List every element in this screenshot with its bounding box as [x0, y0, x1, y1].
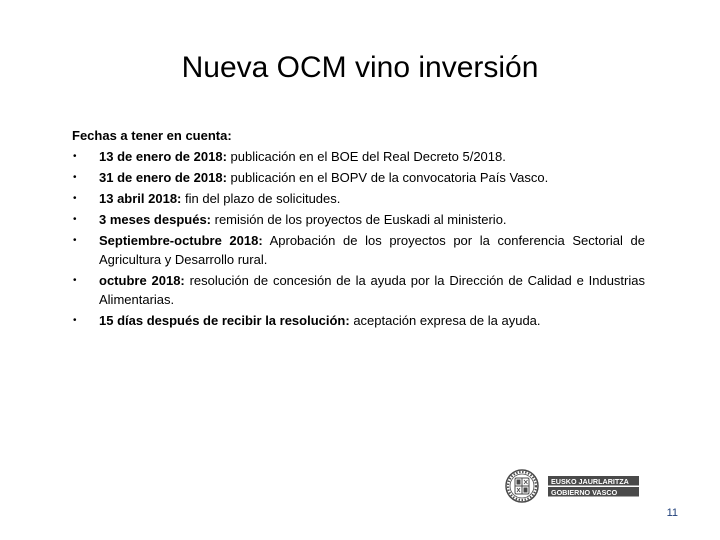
page-number: 11: [666, 507, 678, 519]
item-lead: 13 de enero de 2018:: [99, 149, 227, 164]
item-lead: Septiembre-octubre 2018:: [99, 233, 263, 248]
item-lead: 3 meses después:: [99, 212, 212, 227]
item-text: resolución de concesión de la ayuda por la Dirección de Calidad e Industrias Alimentarias.: [99, 273, 645, 307]
item-lead: 13 abril 2018:: [99, 191, 182, 206]
item-lead: 31 de enero de 2018:: [99, 170, 227, 185]
slide-content: [72, 126, 645, 332]
logo-text-eusko: EUSKO JAURLARITZA: [551, 476, 629, 486]
dates-list: [72, 147, 645, 330]
list-item: [72, 168, 645, 187]
item-lead: 15 días después de recibir la resolución:: [99, 313, 350, 328]
item-text: publicación en el BOE del Real Decreto 5/2018.: [226, 149, 506, 164]
item-text: Aprobación de los proyectos por la conferencia Sectorial de Agricultura y Desarrollo rural.: [99, 233, 645, 267]
intro-text: Fechas a tener en cuenta:: [72, 128, 232, 143]
list-item: [72, 271, 645, 309]
basque-government-emblem-icon: [506, 470, 538, 502]
list-item: [72, 189, 645, 208]
item-text: fin del plazo de solicitudes.: [181, 191, 341, 206]
list-item: [72, 231, 645, 269]
item-text: remisión de los proyectos de Euskadi al ministerio.: [211, 212, 507, 227]
bullet-icon: •: [73, 235, 77, 246]
list-item: [72, 210, 645, 229]
list-item: [72, 147, 645, 166]
bullet-icon: •: [73, 151, 77, 162]
item-lead: octubre 2018:: [99, 273, 185, 288]
item-text: aceptación expresa de la ayuda.: [349, 313, 541, 328]
logo-text-gobierno: GOBIERNO VASCO: [551, 487, 618, 497]
item-text: publicación en el BOPV de la convocatoria País Vasco.: [226, 170, 549, 185]
bullet-icon: •: [73, 214, 77, 225]
bullet-icon: •: [73, 275, 77, 286]
gobierno-vasco-logo: [504, 468, 640, 504]
slide-title: Nueva OCM vino inversión: [181, 51, 539, 84]
bullet-icon: •: [73, 193, 77, 204]
logo-graphic: [504, 468, 640, 504]
bullet-icon: •: [73, 315, 77, 326]
list-item: [72, 311, 645, 330]
bullet-icon: •: [73, 172, 77, 183]
